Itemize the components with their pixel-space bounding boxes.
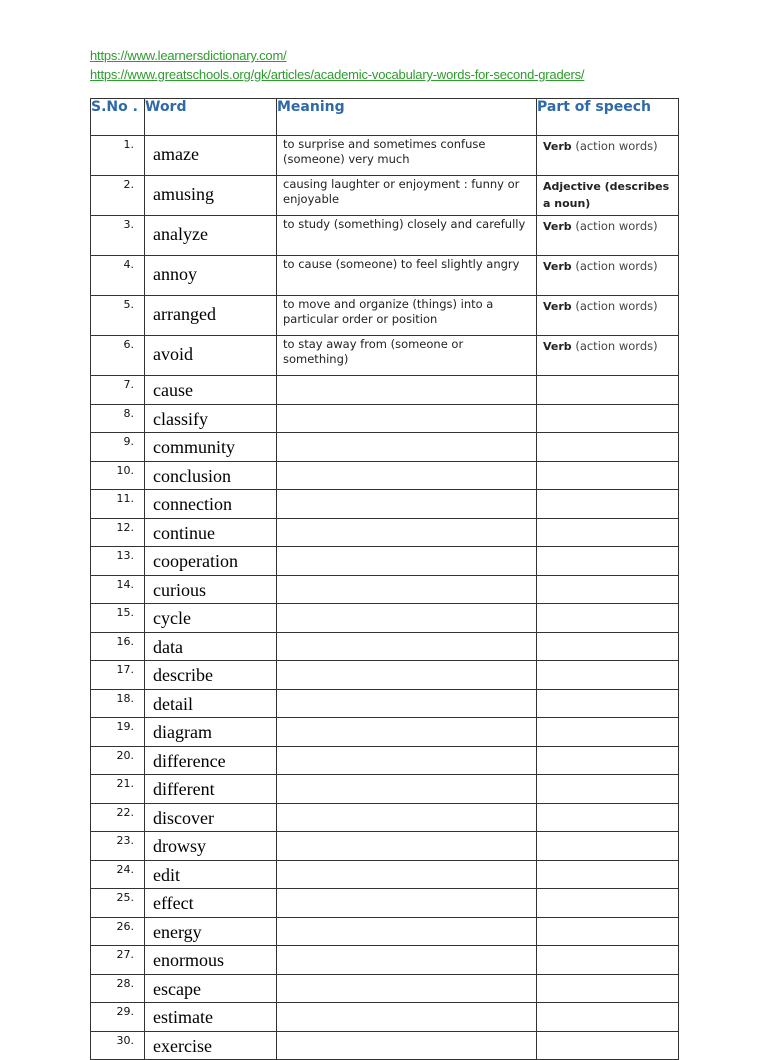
part-of-speech	[537, 632, 679, 661]
part-of-speech	[537, 803, 679, 832]
table-row	[91, 490, 679, 519]
vocab-word: community	[145, 433, 277, 462]
table-row	[91, 917, 679, 946]
table-row	[91, 718, 679, 747]
part-of-speech	[537, 746, 679, 775]
table-row	[91, 832, 679, 861]
part-of-speech-type: Adjective (describes a noun)	[543, 180, 670, 210]
word-meaning	[277, 803, 537, 832]
part-of-speech-type: Verb	[543, 140, 572, 153]
vocab-word: exercise	[145, 1031, 277, 1060]
part-of-speech	[537, 136, 679, 176]
row-number: 22.	[91, 803, 145, 832]
row-number: 10.	[91, 461, 145, 490]
part-of-speech	[537, 1003, 679, 1032]
row-number: 13.	[91, 547, 145, 576]
row-number: 18.	[91, 689, 145, 718]
vocab-word: cooperation	[145, 547, 277, 576]
header-meaning: Meaning	[277, 99, 537, 136]
header-word: Word	[145, 99, 277, 136]
word-meaning	[277, 1003, 537, 1032]
word-meaning: to study (something) closely and carefully	[277, 216, 537, 256]
vocab-word: energy	[145, 917, 277, 946]
vocab-word: enormous	[145, 946, 277, 975]
table-row	[91, 256, 679, 296]
vocab-word: difference	[145, 746, 277, 775]
table-row	[91, 296, 679, 336]
table-row	[91, 1003, 679, 1032]
table-row	[91, 689, 679, 718]
word-meaning	[277, 746, 537, 775]
part-of-speech	[537, 176, 679, 216]
table-row	[91, 746, 679, 775]
table-row	[91, 216, 679, 256]
part-of-speech-note: (action words)	[571, 299, 658, 313]
table-row	[91, 889, 679, 918]
header-part-of-speech: Part of speech	[537, 99, 679, 136]
word-meaning	[277, 718, 537, 747]
table-row	[91, 433, 679, 462]
table-row	[91, 775, 679, 804]
part-of-speech	[537, 376, 679, 405]
part-of-speech	[537, 1031, 679, 1060]
vocab-word: cycle	[145, 604, 277, 633]
table-row	[91, 1031, 679, 1060]
table-row	[91, 547, 679, 576]
row-number: 12.	[91, 518, 145, 547]
vocabulary-table	[90, 98, 679, 1060]
word-meaning	[277, 775, 537, 804]
word-meaning	[277, 832, 537, 861]
part-of-speech-note: (action words)	[571, 139, 658, 153]
vocab-word: different	[145, 775, 277, 804]
row-number: 16.	[91, 632, 145, 661]
vocab-word: arranged	[145, 296, 277, 336]
part-of-speech	[537, 518, 679, 547]
part-of-speech	[537, 946, 679, 975]
table-row	[91, 974, 679, 1003]
table-row	[91, 376, 679, 405]
table-row	[91, 336, 679, 376]
part-of-speech	[537, 404, 679, 433]
reference-links	[90, 46, 584, 84]
row-number: 26.	[91, 917, 145, 946]
part-of-speech	[537, 461, 679, 490]
row-number: 3.	[91, 216, 145, 256]
table-row	[91, 803, 679, 832]
word-meaning	[277, 917, 537, 946]
word-meaning	[277, 433, 537, 462]
table-row	[91, 518, 679, 547]
table-row	[91, 461, 679, 490]
vocab-word: detail	[145, 689, 277, 718]
word-meaning	[277, 461, 537, 490]
vocab-word: avoid	[145, 336, 277, 376]
part-of-speech-type: Verb	[543, 260, 572, 273]
row-number: 25.	[91, 889, 145, 918]
row-number: 8.	[91, 404, 145, 433]
word-meaning: causing laughter or enjoyment : funny or enjoyable	[277, 176, 537, 216]
word-meaning: to cause (someone) to feel slightly angry	[277, 256, 537, 296]
row-number: 6.	[91, 336, 145, 376]
table-row	[91, 860, 679, 889]
table-row	[91, 661, 679, 690]
part-of-speech	[537, 336, 679, 376]
part-of-speech-note: (action words)	[571, 339, 658, 353]
vocab-word: edit	[145, 860, 277, 889]
row-number: 28.	[91, 974, 145, 1003]
vocab-word: discover	[145, 803, 277, 832]
word-meaning	[277, 974, 537, 1003]
row-number: 4.	[91, 256, 145, 296]
part-of-speech	[537, 661, 679, 690]
word-meaning: to stay away from (someone or something)	[277, 336, 537, 376]
word-meaning	[277, 1031, 537, 1060]
vocab-word: curious	[145, 575, 277, 604]
table-row	[91, 575, 679, 604]
vocab-word: drowsy	[145, 832, 277, 861]
row-number: 19.	[91, 718, 145, 747]
vocab-word: diagram	[145, 718, 277, 747]
part-of-speech	[537, 860, 679, 889]
part-of-speech	[537, 296, 679, 336]
table-row	[91, 946, 679, 975]
vocab-word: conclusion	[145, 461, 277, 490]
part-of-speech-type: Verb	[543, 220, 572, 233]
vocab-word: amusing	[145, 176, 277, 216]
table-header-row	[91, 99, 679, 136]
part-of-speech	[537, 832, 679, 861]
row-number: 20.	[91, 746, 145, 775]
link-learners-dictionary[interactable]: https://www.learnersdictionary.com/	[90, 48, 287, 63]
table-row	[91, 604, 679, 633]
part-of-speech	[537, 433, 679, 462]
vocab-word: classify	[145, 404, 277, 433]
word-meaning	[277, 689, 537, 718]
word-meaning	[277, 547, 537, 576]
row-number: 14.	[91, 575, 145, 604]
word-meaning: to surprise and sometimes confuse (someone) very much	[277, 136, 537, 176]
vocab-word: amaze	[145, 136, 277, 176]
part-of-speech	[537, 689, 679, 718]
word-meaning	[277, 490, 537, 519]
row-number: 17.	[91, 661, 145, 690]
row-number: 15.	[91, 604, 145, 633]
part-of-speech	[537, 889, 679, 918]
word-meaning	[277, 604, 537, 633]
row-number: 29.	[91, 1003, 145, 1032]
link-greatschools-article[interactable]: https://www.greatschools.org/gk/articles/academic-vocabulary-words-for-second-graders/	[90, 67, 585, 82]
row-number: 7.	[91, 376, 145, 405]
part-of-speech-type: Verb	[543, 300, 572, 313]
part-of-speech	[537, 917, 679, 946]
header-sno: S.No .	[91, 99, 145, 136]
word-meaning	[277, 404, 537, 433]
word-meaning	[277, 518, 537, 547]
word-meaning	[277, 946, 537, 975]
vocab-word: estimate	[145, 1003, 277, 1032]
part-of-speech	[537, 216, 679, 256]
vocab-word: data	[145, 632, 277, 661]
part-of-speech	[537, 490, 679, 519]
vocab-word: connection	[145, 490, 277, 519]
part-of-speech	[537, 718, 679, 747]
table-row	[91, 136, 679, 176]
part-of-speech-type: Verb	[543, 340, 572, 353]
row-number: 21.	[91, 775, 145, 804]
table-row	[91, 176, 679, 216]
row-number: 5.	[91, 296, 145, 336]
part-of-speech	[537, 256, 679, 296]
row-number: 23.	[91, 832, 145, 861]
part-of-speech	[537, 775, 679, 804]
part-of-speech-note: (action words)	[571, 219, 658, 233]
row-number: 1.	[91, 136, 145, 176]
word-meaning	[277, 376, 537, 405]
vocab-word: effect	[145, 889, 277, 918]
row-number: 30.	[91, 1031, 145, 1060]
row-number: 9.	[91, 433, 145, 462]
word-meaning: to move and organize (things) into a particular order or position	[277, 296, 537, 336]
table-row	[91, 404, 679, 433]
row-number: 2.	[91, 176, 145, 216]
word-meaning	[277, 661, 537, 690]
vocab-word: continue	[145, 518, 277, 547]
vocab-word: annoy	[145, 256, 277, 296]
part-of-speech	[537, 974, 679, 1003]
word-meaning	[277, 860, 537, 889]
vocab-word: analyze	[145, 216, 277, 256]
part-of-speech	[537, 575, 679, 604]
table-row	[91, 632, 679, 661]
vocab-word: cause	[145, 376, 277, 405]
word-meaning	[277, 889, 537, 918]
row-number: 24.	[91, 860, 145, 889]
word-meaning	[277, 632, 537, 661]
word-meaning	[277, 575, 537, 604]
vocab-word: escape	[145, 974, 277, 1003]
part-of-speech-note: (action words)	[571, 259, 658, 273]
vocab-word: describe	[145, 661, 277, 690]
part-of-speech	[537, 547, 679, 576]
row-number: 11.	[91, 490, 145, 519]
part-of-speech	[537, 604, 679, 633]
row-number: 27.	[91, 946, 145, 975]
